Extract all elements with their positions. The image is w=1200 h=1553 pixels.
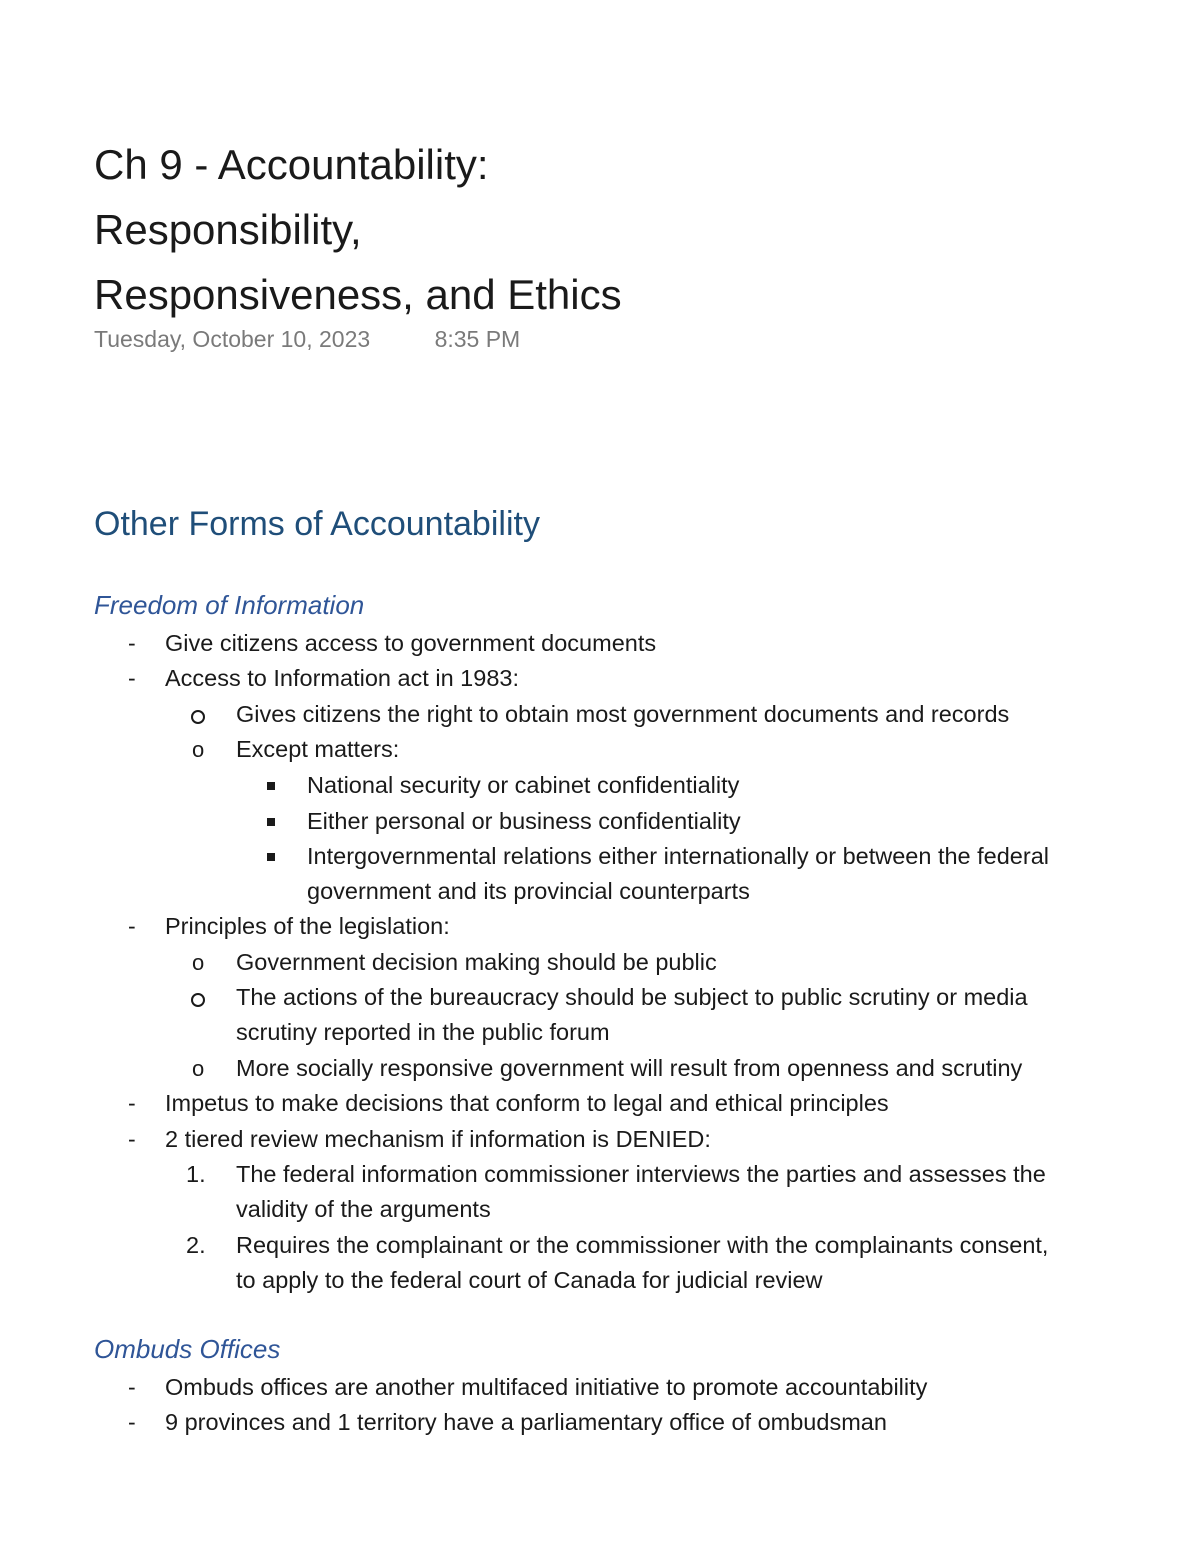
note-timestamp <box>94 326 520 353</box>
circle-bullet-icon <box>191 710 205 724</box>
list-item: Intergovernmental relations either internationally or between the federal <box>307 843 1049 869</box>
foi-heading: Freedom of Information <box>94 590 365 620</box>
square-bullet-icon <box>267 853 275 861</box>
list-item: Gives citizens the right to obtain most government documents and records <box>236 701 1010 727</box>
list-item: Requires the complainant or the commissioner with the complainants consent, <box>236 1232 1049 1258</box>
list-item: Government decision making should be public <box>236 949 717 975</box>
ombuds-heading: Ombuds Offices <box>94 1334 281 1364</box>
dash-bullet: - <box>128 1374 136 1400</box>
list-item: National security or cabinet confidentiality <box>307 772 740 798</box>
title-line-2: Responsibility, <box>94 206 362 253</box>
dash-bullet: - <box>128 1126 136 1152</box>
list-item: 2 tiered review mechanism if information is DENIED: <box>165 1126 711 1152</box>
note-time: 8:35 PM <box>434 326 521 352</box>
square-bullet-icon <box>267 818 275 826</box>
dash-bullet: - <box>128 913 136 939</box>
list-item: Give citizens access to government documents <box>165 630 657 656</box>
list-item: Principles of the legislation: <box>165 913 450 939</box>
list-item: Impetus to make decisions that conform to legal and ethical principles <box>165 1090 889 1116</box>
o-bullet: o <box>192 1056 205 1081</box>
list-item-continued: government and its provincial counterparts <box>307 878 750 904</box>
list-item-continued: to apply to the federal court of Canada for judicial review <box>236 1267 823 1293</box>
list-item: The actions of the bureaucracy should be subject to public scrutiny or media <box>236 984 1028 1010</box>
square-bullet-icon <box>267 782 275 790</box>
list-item: Ombuds offices are another multifaced initiative to promote accountability <box>165 1374 928 1400</box>
list-item-continued: validity of the arguments <box>236 1196 491 1222</box>
list-item: More socially responsive government will result from openness and scrutiny <box>236 1055 1023 1081</box>
list-item: Either personal or business confidentiality <box>307 808 741 834</box>
list-item: 9 provinces and 1 territory have a parliamentary office of ombudsman <box>165 1409 887 1435</box>
o-bullet: o <box>192 950 205 975</box>
dash-bullet: - <box>128 630 136 656</box>
list-item: The federal information commissioner interviews the parties and assesses the <box>236 1161 1046 1187</box>
dash-bullet: - <box>128 665 136 691</box>
title-line-1: Ch 9 - Accountability: <box>94 141 489 188</box>
list-number: 2. <box>186 1232 206 1258</box>
list-item: Access to Information act in 1983: <box>165 665 519 691</box>
circle-bullet-icon <box>191 993 205 1007</box>
page-title <box>94 132 1094 327</box>
note-date: Tuesday, October 10, 2023 <box>94 326 371 352</box>
dash-bullet: - <box>128 1409 136 1435</box>
section-heading: Other Forms of Accountability <box>94 505 540 543</box>
dash-bullet: - <box>128 1090 136 1116</box>
o-bullet: o <box>192 737 205 762</box>
list-item: Except matters: <box>236 736 400 762</box>
list-item-continued: scrutiny reported in the public forum <box>236 1019 610 1045</box>
list-number: 1. <box>186 1161 206 1187</box>
title-line-3: Responsiveness, and Ethics <box>94 271 622 318</box>
